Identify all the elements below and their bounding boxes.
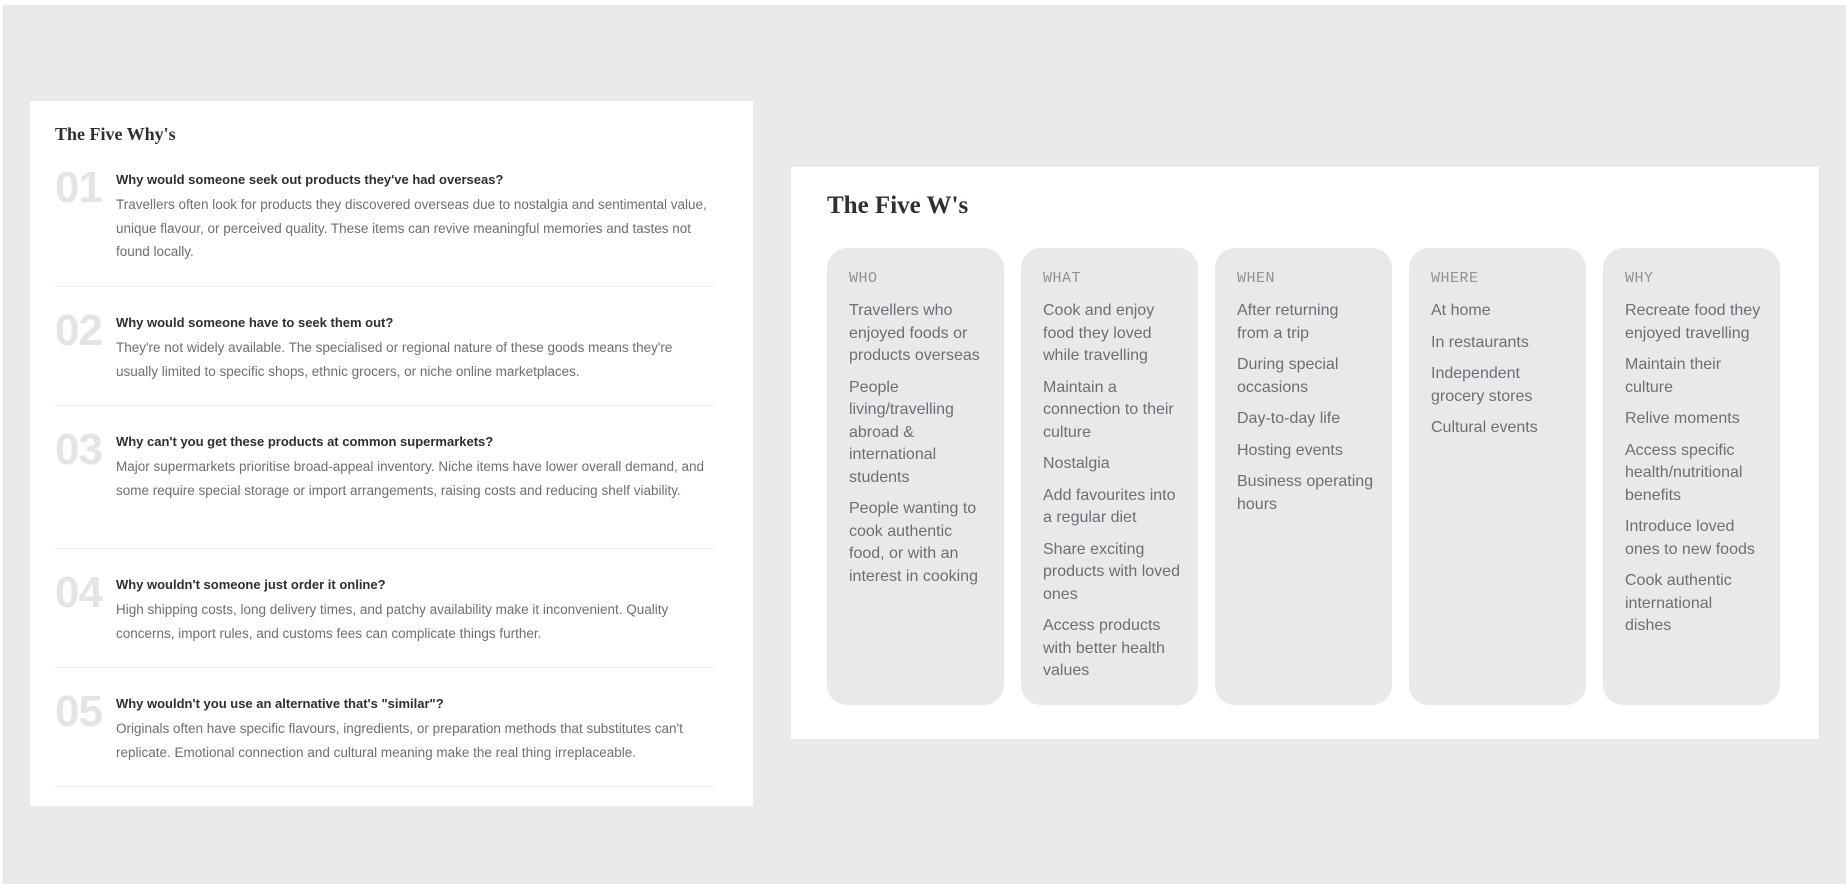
w-column-who — [827, 248, 1004, 705]
why-number: 05 — [55, 687, 102, 736]
w-column-item: Introduce loved ones to new foods — [1625, 518, 1755, 558]
w-column-item: Share exciting products with loved ones — [1043, 540, 1180, 603]
why-number: 02 — [55, 306, 102, 355]
w-column-what — [1021, 248, 1198, 705]
why-answer: High shipping costs, long delivery times, and patchy availability make it inconvenient. Quality concerns, import rules, and customs fees can complicate things further. — [115, 602, 669, 641]
w-column-list — [1043, 300, 1180, 683]
why-answer: They're not widely available. The specialised or regional nature of these goods means they're usually limited to specific shops, ethnic grocers, or niche online marketplaces. — [115, 340, 673, 379]
w-column-heading: WHO — [849, 270, 878, 287]
w-column-item: Access products with better health values — [1043, 617, 1165, 679]
w-column-item: Cultural events — [1431, 419, 1538, 436]
why-item-02 — [55, 287, 715, 406]
why-body — [102, 313, 715, 383]
w-column-heading: WHEN — [1237, 270, 1276, 287]
why-item-01 — [55, 164, 715, 287]
why-question: Why would someone seek out products they've had overseas? — [115, 172, 504, 187]
w-column-list — [1237, 300, 1374, 516]
why-question: Why would someone have to seek them out? — [115, 315, 394, 330]
w-column-list — [1431, 300, 1568, 440]
w-column-item: Recreate food they enjoyed travelling — [1625, 302, 1761, 342]
w-column-item: Business operating hours — [1237, 473, 1374, 513]
w-column-item: Maintain their culture — [1625, 356, 1722, 396]
w-column-item: At home — [1431, 302, 1491, 319]
five-whys-panel — [30, 101, 753, 806]
five-ws-panel — [791, 167, 1819, 739]
w-column-where — [1409, 248, 1586, 705]
why-answer: Major supermarkets prioritise broad-appeal inventory. Niche items have lower overall demand, and some require special storage or import arrangements, raising costs and reducing shelf viability. — [115, 459, 704, 498]
w-column-item: Travellers who enjoyed foods or products overseas — [849, 302, 980, 364]
w-column-item: Cook and enjoy food they loved while travelling — [1043, 302, 1155, 364]
w-column-heading: WHERE — [1431, 270, 1479, 287]
why-item-05 — [55, 668, 715, 787]
why-item-04 — [55, 549, 715, 668]
w-column-when — [1215, 248, 1392, 705]
w-column-heading: WHAT — [1043, 270, 1082, 287]
why-number: 01 — [55, 163, 102, 212]
w-column-item: Independent grocery stores — [1431, 365, 1533, 405]
why-item-03 — [55, 406, 715, 549]
w-column-item: Maintain a connection to their culture — [1043, 378, 1174, 441]
why-number: 04 — [55, 568, 102, 617]
w-column-item: Relive moments — [1625, 410, 1740, 427]
w-column-item: People living/travelling abroad & international students — [849, 378, 954, 486]
w-column-list — [849, 300, 986, 588]
w-column-item: In restaurants — [1431, 333, 1529, 351]
why-answer: Originals often have specific flavours, ingredients, or preparation methods that substitutes can't replicate. Emotional connection and cultural meaning make the real thing irreplaceable. — [115, 721, 683, 760]
w-column-item: Hosting events — [1237, 441, 1343, 459]
w-column-list — [1625, 300, 1762, 638]
w-column-item: Nostalgia — [1043, 455, 1110, 472]
w-column-item: During special occasions — [1237, 356, 1339, 396]
why-answer: Travellers often look for products they discovered overseas due to nostalgia and sentimental value, unique flavour, or perceived quality. These items can revive meaningful memories and tastes not found locally. — [115, 197, 707, 259]
why-body — [102, 575, 715, 645]
why-question: Why wouldn't someone just order it online? — [115, 577, 386, 592]
why-number: 03 — [55, 425, 102, 474]
five-ws-title: The Five W's — [827, 192, 969, 219]
w-column-item: Add favourites into a regular diet — [1043, 486, 1176, 526]
why-body — [102, 432, 715, 502]
why-question: Why can't you get these products at common supermarkets? — [115, 434, 494, 449]
why-body — [102, 170, 715, 264]
why-question: Why wouldn't you use an alternative that's "similar"? — [115, 696, 444, 711]
why-body — [102, 694, 715, 764]
w-column-item: Day-to-day life — [1237, 410, 1341, 427]
w-column-item: People wanting to cook authentic food, or with an interest in cooking — [849, 500, 978, 585]
five-whys-title: The Five Why's — [55, 124, 176, 144]
w-column-item: Access specific health/nutritional benefits — [1625, 441, 1743, 504]
w-column-item: After returning from a trip — [1237, 302, 1339, 342]
w-column-why — [1603, 248, 1780, 705]
w-column-item: Cook authentic international dishes — [1625, 572, 1732, 634]
w-column-heading: WHY — [1625, 270, 1654, 287]
